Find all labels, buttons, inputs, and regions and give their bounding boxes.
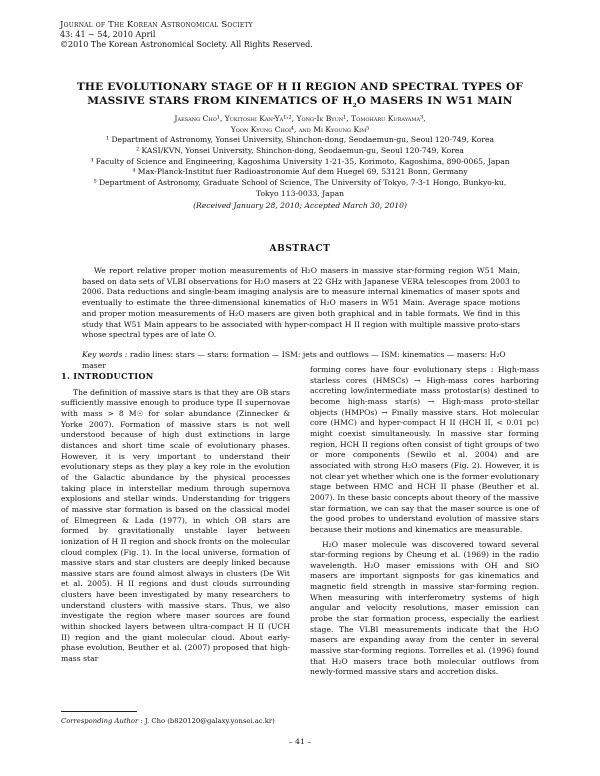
abstract-heading: ABSTRACT (269, 244, 331, 254)
abstract-text: We report relative proper motion measurements of H₂O masers in massive star-forming region W51 Main, based on data sets of VLBI observations for H₂O masers at 22 GHz with Japanese VERA telescopes from 2003 to 2006. Data reductions and single-beam imaging analysis are to measure internal kinematics of maser spots and eventually to estimate the three-dimensional kinematics of H₂O masers in W51 Main. Average space motions and proper motion measurements of H₂O masers are given both graphical and in table formats. We find in this study that W51 Main appears to be associated with hyper-compact H II region with multiple massive proto-stars whose spectral types are of late O. (82, 266, 520, 340)
title-subscript: 2 (352, 103, 357, 110)
affiliation-5: ⁵ Department of Astronomy, Graduate School of Science, The University of Tokyo, 7-3-1 Hongo, Bunkyo-ku, (93, 178, 507, 188)
title-line-2 (40, 94, 560, 108)
journal-header (60, 20, 540, 50)
affiliation-3: ³ Faculty of Science and Engineering, Kagoshima University 1-21-35, Korimoto, Kagoshima, 890-0065, Japan (90, 156, 510, 166)
title-line-2-post: O MASERS IN W51 MAIN (356, 95, 513, 107)
footnote-divider (61, 711, 137, 712)
affiliation-2: ² KASI/KVN, Yonsei University, Shinchon-dong, Seodaemun-gu, Seoul 120-749, Korea (136, 145, 464, 155)
section-heading-introduction: 1. INTRODUCTION (61, 371, 154, 381)
author-block (40, 113, 560, 211)
intro-paragraph-1-cont: forming cores have four evolutionary steps : High-mass starless cores (HMSCs) → High-mass cores harboring accreting low/intermediate mass protostar(s) destined to become high-mass star(s) → High-mass proto-stellar objects (HMPOs) → Finally massive stars. Hot molecular core (HMC) and hyper-compact H II (HCH II, < 0.01 pc) might coexist simultaneously. In massive star forming region, HCH II regions often consist of tight groups of two or more components (Sewilo et al. 2004) and are associated with strong H₂O masers (Fig. 2). However, it is not clear yet whether which one is the former evolutionary stage between HMC and HCH II phase (Beuther et al. 2007). In these basic concepts about theory of the massive star formation, we can say that the maser source is one of the good probes to understand evolution of massive stars because their motions and kinematics are measurable. (310, 365, 539, 534)
copyright-line: ©2010 The Korean Astronomical Society. All Rights Reserved. (60, 40, 313, 49)
journal-name: Journal of The Korean Astronomical Society (60, 20, 253, 30)
left-column (61, 365, 290, 665)
corresponding-author-footnote (61, 717, 321, 726)
right-column (310, 365, 539, 678)
author-line-2: Yoon Kyung Choi⁴, and Mi Kyoung Kim⁵ (230, 125, 370, 134)
intro-paragraph-1: The definition of massive stars is that they are OB stars sufficiently massive enough to produce type II supernovae with mass > 8 M☉ for solar abundance (Zinnecker & Yorke 2007). Formation of massive stars is not well understood because of high dust extinctions in large distances and short time scale of evolutionary phases. However, it is very important to understand their evolutionary steps as they play a key role in the evolution of the Galactic abundance by the physical processes taking place in interstellar medium through supernova explosions and stellar winds. Understanding for triggers of massive star formation is based on the classical model of Elmegreen & Lada (1977), in which OB stars are formed by gravitationally unstable layer between ionization of H II region and shock fronts on the molecular cloud complex (Fig. 1). In the local universe, formation of massive stars and star clusters are deeply linked because massive stars are found almost always in clusters (De Wit et al. 2005). H II regions and dust clouds surrounding clusters have been investigated by many researchers to understand clusters with massive stars. Thus, we also investigate the region where maser sources are found within shocked layers between ultra-compact H II (UCH II) region and the giant molecular cloud. About early-phase evolution, Beuther et al. (2007) proposed that high-mass star (61, 387, 290, 664)
received-dates: (Received January 28, 2010; Accepted March 30, 2010) (193, 200, 407, 210)
title-line-2-pre: MASSIVE STARS FROM KINEMATICS OF H (87, 95, 353, 107)
affiliation-5-cont: Tokyo 113-0033, Japan (256, 188, 344, 198)
keywords-label: Key words : (82, 350, 128, 359)
title-line-1: THE EVOLUTIONARY STAGE OF H II REGION AND SPECTRAL TYPES OF (76, 81, 524, 93)
volume-line: 43: 41 ∼ 54, 2010 April (60, 30, 156, 39)
paper-title (40, 80, 560, 108)
footnote-text: J. Cho (b820120@galaxy.yonsei.ac.kr) (144, 717, 275, 725)
affiliation-1: ¹ Department of Astronomy, Yonsei University, Shinchon-dong, Seodaemun-gu, Seoul 120-749, Korea (106, 135, 494, 144)
intro-paragraph-2: H₂O maser molecule was discovered toward several star-forming regions by Cheung et al. (1969) in the radio wavelength. H₂O maser emissions with OH and SiO masers are important signposts for gas kinematics and magnetic field strength in massive star-forming region. When measuring with interferometry systems of high angular and velocity resolutions, maser emission can probe the star formation process, especially the earliest stage. The VLBI measurements indicate that the H₂O masers are expanding away from the center in several massive star-forming regions. Torrelles et al. (1996) found that H₂O masers trace both molecular outflows from newly-formed massive stars and accretion disks. (310, 539, 539, 677)
page-number: – 41 – (288, 737, 312, 746)
footnote-label: Corresponding Author : (61, 717, 143, 725)
keywords-text: radio lines: stars — stars: formation — ISM: jets and outflows — ISM: kinematics — masers: H₂O maser (82, 350, 506, 370)
affiliation-4: ⁴ Max-Planck-Institut fuer Radioastronomie Auf dem Huegel 69, 53121 Bonn, Germany (132, 167, 468, 177)
author-line-1: Jaesang Cho¹, Yukitoshi Kan-Ya¹˒², Yong-Ik Byun¹, Tomoharu Kurayama³, (174, 114, 426, 123)
